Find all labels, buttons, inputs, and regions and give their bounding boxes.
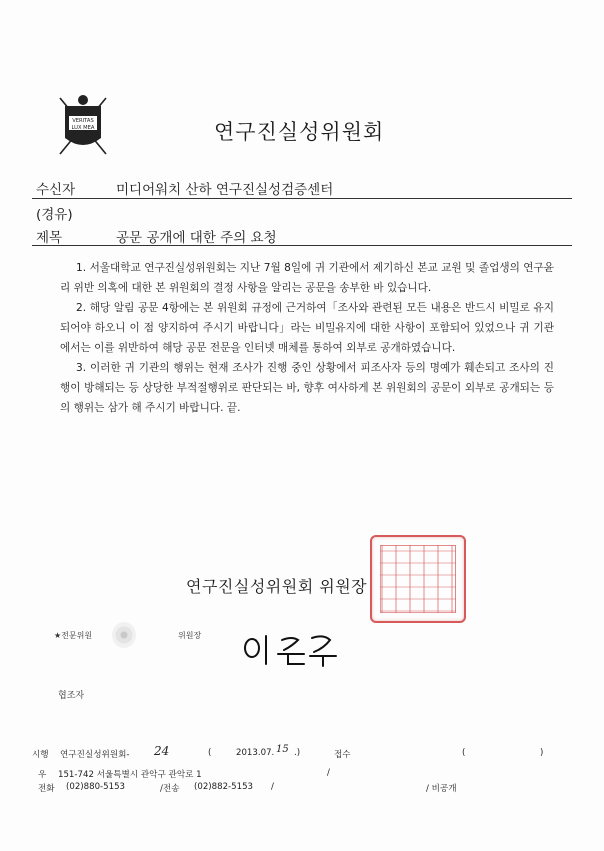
fax-separator: / — [271, 782, 274, 792]
phone-label: 전화 — [38, 784, 55, 794]
committee-title: 연구진실성위원회 — [214, 120, 385, 144]
receipt-label: 접수 — [334, 750, 351, 760]
seal-text-line-1: VERITAS — [72, 118, 94, 124]
via-row — [36, 203, 73, 223]
receipt-open: ( — [462, 748, 466, 758]
reviewer-label: ★전문위원 — [54, 631, 93, 640]
subject-label: 제목 — [36, 230, 63, 246]
receipt-close: ) — [540, 748, 544, 758]
exec-label: 시행 — [32, 750, 49, 760]
seal-pattern — [380, 545, 456, 613]
paragraph: 1. 서울대학교 연구진실성위원회는 지난 7월 8일에 귀 기관에서 제기하신 본교 교원 및 졸업생의 연구윤리 위반 의혹에 대한 본 위원회의 결정 사항을 알리는 공문을 송부한 바 있습니다. — [60, 262, 554, 294]
postal-label: 우 — [38, 770, 47, 780]
date-close: .) — [294, 748, 301, 758]
via-label: (경유) — [36, 207, 73, 223]
recipient-value: 미디어워치 산하 연구진실성검증센터 — [116, 182, 334, 198]
phone-number: (02)880-5153 — [66, 782, 126, 792]
cooperator-label: 협조자 — [58, 691, 85, 701]
address: 151-742 서울특별시 관악구 관악로 1 — [58, 770, 202, 780]
seal-text-line-2: LUX MEA — [71, 125, 95, 131]
fax-label: /전송 — [160, 784, 180, 794]
address-separator: / — [327, 768, 330, 778]
recipient-label: 수신자 — [36, 182, 76, 198]
recipient-row — [36, 178, 334, 198]
subject-row — [36, 226, 277, 246]
chair-label: 위원장 — [178, 631, 202, 640]
divider — [32, 245, 572, 246]
divider — [32, 198, 572, 199]
date-day: 15 — [276, 744, 289, 755]
subject-value: 공문 공개에 대한 주의 요청 — [116, 230, 277, 246]
body-text — [60, 258, 554, 418]
doc-number: 24 — [154, 744, 170, 758]
official-seal-icon — [370, 535, 466, 623]
date-value: 2013.07. — [236, 748, 275, 758]
university-seal-icon — [56, 92, 110, 158]
paragraph: 3. 이러한 귀 기관의 행위는 현재 조사가 진행 중인 상황에서 피조사자 등의 명예가 훼손되고 조사의 진행이 방해되는 등 상당한 부적절행위로 판단되는 바, 향후 여사하게 본 위원회의 공문이 외부로 공개되는 등의 행위는 삼가 해 주시기 바랍니다. 끝. — [60, 362, 554, 414]
paragraph: 2. 해당 알림 공문 4항에는 본 위원회 규정에 근거하여「조사와 관련된 모든 내용은 반드시 비밀로 유지되어야 하오니 이 점 양지하여 주시기 바랍니다」라는 비밀유지에 대한 사항이 포함되어 있었으나 귀 기관에서는 이를 위반하여 해당 공문 전문을 인터넷 매체를 통하여 외부로 공개하였습니다. — [60, 302, 554, 354]
disclosure-status: / 비공개 — [426, 784, 457, 794]
date-open: ( — [208, 748, 212, 758]
sender-name: 연구진실성위원회 위원장 — [186, 577, 368, 596]
exec-org: 연구진실성위원회- — [60, 750, 130, 760]
reviewer-seal-icon — [112, 622, 136, 648]
chair-signature — [238, 624, 342, 668]
fax-number: (02)882-5153 — [194, 782, 254, 792]
